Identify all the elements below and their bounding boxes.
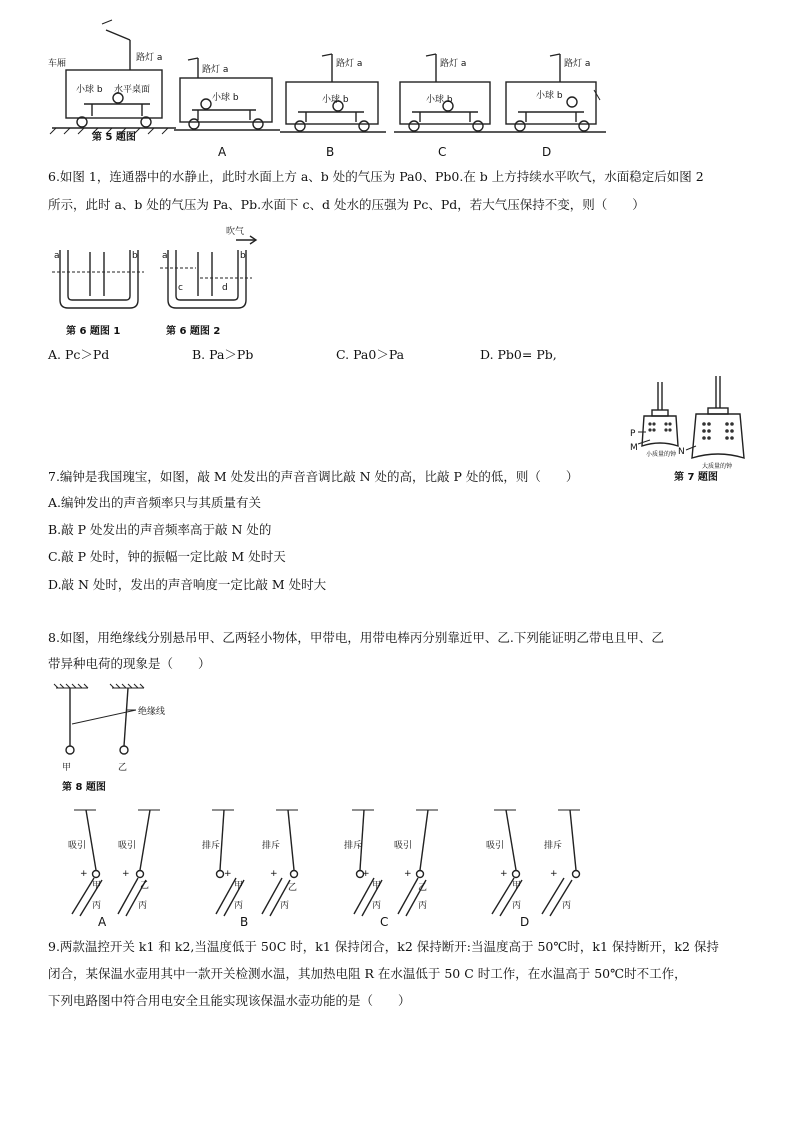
q5-d-letter: D	[542, 145, 552, 159]
q6-f2-c: c	[178, 283, 183, 293]
q8-d-plus-2: +	[550, 869, 558, 879]
q5-c-ball: 小球 b	[426, 95, 453, 105]
q6-option-a: A. Pc＞Pd	[48, 347, 110, 362]
q7-option-b: B.敲 P 处发出的声音频率高于敲 N 处的	[48, 522, 272, 537]
q8-options-figure	[52, 804, 612, 930]
q5-label-carriage: 车厢	[48, 59, 67, 69]
q8-c-bing-2: 丙	[418, 901, 428, 911]
q7-small-bell	[630, 382, 678, 458]
q8-option-a	[68, 810, 160, 929]
q5-b-ball: 小球 b	[322, 95, 349, 105]
q7-option-a: A.编钟发出的声音频率只与其质量有关	[48, 495, 262, 510]
q6-f1-b: b	[132, 251, 138, 261]
q6-f2-d: d	[222, 283, 228, 293]
q8-c-repel: 排斥	[344, 841, 363, 851]
q9-line1: 9.两款温控开关 k1 和 k2,当温度低于 50C 时，k1 保持闭合，k2 保持断开:当温度高于 50℃时，k1 保持断开，k2 保持	[48, 939, 719, 954]
q8-b-plus-1: +	[224, 869, 232, 879]
q6-stem-line2: 所示，此时 a、b 处的气压为 Pa、Pb.水面下 c、d 处水的压强为 Pc、Pd，若大气压保持不变，则（ ）	[48, 197, 645, 212]
q5-option-a	[174, 58, 280, 159]
q8-b-repel-2: 排斥	[262, 841, 281, 851]
q5-option-c	[394, 54, 500, 159]
q8-b-bing-1: 丙	[234, 901, 244, 911]
q8-a-yi: 乙	[140, 881, 150, 891]
q5-a-letter: A	[218, 145, 227, 159]
q5-caption: 第 5 题图	[92, 132, 136, 143]
q8-c-jia: 甲	[372, 881, 382, 891]
q5-c-letter: C	[438, 145, 447, 159]
q8-d-bing-2: 丙	[562, 901, 572, 911]
q8-b-jia: 甲	[234, 881, 244, 891]
q9-line2: 闭合，某保温水壶用其中一款开关检测水温，其加热电阻 R 在水温低于 50 C 时工作，在水温高于 50℃时不工作，	[48, 966, 687, 981]
q7-label-n: N	[678, 447, 685, 457]
q7-label-p: P	[630, 429, 636, 439]
q8-d-jia: 甲	[512, 881, 522, 891]
q9-line3: 下列电路图中符合用电安全且能实现该保温水壶功能的是（ ）	[48, 993, 411, 1008]
q8-caption: 第 8 题图	[62, 782, 106, 793]
q8-a-jia: 甲	[92, 881, 102, 891]
q8-option-b	[202, 810, 298, 929]
q8-c-attract: 吸引	[394, 841, 413, 851]
q5-figure	[0, 0, 794, 160]
q5-d-lamp: 路灯 a	[564, 59, 591, 69]
q8-a-attract-2: 吸引	[118, 841, 137, 851]
q8-label-thread: 绝缘线	[138, 707, 166, 717]
q6-option-c: C. Pa0＞Pa	[336, 347, 405, 362]
q5-label-table: 水平桌面	[114, 85, 151, 95]
q7-label-m: M	[630, 443, 638, 453]
q6-figure	[48, 222, 308, 342]
q6-f2-a: a	[162, 251, 168, 261]
q8-c-plus-2: +	[404, 869, 412, 879]
q5-b-letter: B	[326, 145, 335, 159]
q5-a-lamp: 路灯 a	[202, 65, 229, 75]
q8-a-letter: A	[98, 915, 107, 929]
q8-a-plus-2: +	[122, 869, 130, 879]
q6-f2-blow: 吹气	[226, 227, 245, 237]
q6-caption2: 第 6 题图 2	[166, 326, 221, 337]
q5-reference-cart	[48, 20, 176, 143]
q6-f2-b: b	[240, 251, 246, 261]
q5-d-ball: 小球 b	[536, 91, 563, 101]
q8-d-letter: D	[520, 915, 530, 929]
q8-b-bing-2: 丙	[280, 901, 290, 911]
q8-d-repel: 排斥	[544, 841, 563, 851]
q7-label-small: 小质量的钟	[646, 451, 677, 458]
q7-label-large: 大质量的钟	[702, 463, 733, 470]
q5-option-b	[280, 54, 386, 159]
q8-b-yi: 乙	[288, 883, 298, 893]
q8-b-repel-1: 排斥	[202, 841, 221, 851]
q5-c-lamp: 路灯 a	[440, 59, 467, 69]
q8-label-yi: 乙	[118, 763, 128, 773]
q7-figure	[630, 374, 760, 482]
q6-f1-a: a	[54, 251, 60, 261]
q5-label-ball: 小球 b	[76, 85, 103, 95]
q8-stem-line2: 带异种电荷的现象是（ ）	[48, 656, 211, 671]
q6-option-b: B. Pa＞Pb	[192, 347, 254, 362]
q8-d-bing-1: 丙	[512, 901, 522, 911]
q8-label-jia: 甲	[62, 763, 72, 773]
q8-stem-line1: 8.如图，用绝缘线分别悬吊甲、乙两轻小物体，甲带电，用带电棒丙分别靠近甲、乙.下列能证明乙带电且甲、乙	[48, 630, 664, 645]
q8-c-plus-1: +	[362, 869, 370, 879]
q8-b-letter: B	[240, 915, 249, 929]
q6-option-d: D. Pb0= Pb,	[480, 347, 557, 362]
q8-b-plus-2: +	[270, 869, 278, 879]
q7-caption: 第 7 题图	[674, 472, 718, 483]
q8-option-d	[486, 810, 580, 929]
q5-option-d	[500, 54, 606, 159]
q6-caption1: 第 6 题图 1	[66, 326, 121, 337]
q8-a-attract-1: 吸引	[68, 841, 87, 851]
q8-c-letter: C	[380, 915, 389, 929]
q6-figure-2	[160, 225, 256, 337]
q7-option-c: C.敲 P 处时，钟的振幅一定比敲 M 处时天	[48, 549, 286, 564]
q6-stem-line1: 6.如图 1，连通器中的水静止，此时水面上方 a、b 处的气压为 Pa0、Pb0.在 b 上方持续水平吹气，水面稳定后如图 2	[48, 169, 704, 184]
q8-d-attract: 吸引	[486, 841, 505, 851]
q8-a-bing-2: 丙	[138, 901, 148, 911]
q8-c-bing-1: 丙	[372, 901, 382, 911]
q7-stem: 7.编钟是我国瑰宝，如图，敲 M 处发出的声音音调比敲 N 处的高，比敲 P 处的低，则（ ）	[48, 469, 579, 484]
q8-d-plus-1: +	[500, 869, 508, 879]
q5-b-lamp: 路灯 a	[336, 59, 363, 69]
q8-a-bing-1: 丙	[92, 901, 102, 911]
q8-c-yi: 乙	[418, 883, 428, 893]
q7-large-bell	[678, 376, 744, 470]
q8-a-plus-1: +	[80, 869, 88, 879]
q8-option-c	[344, 810, 438, 929]
q8-figure	[52, 684, 202, 796]
q5-label-lamp: 路灯 a	[136, 53, 163, 63]
q7-option-d: D.敲 N 处时，发出的声音响度一定比敲 M 处时大	[48, 577, 327, 592]
q6-figure-1	[52, 250, 144, 337]
q5-a-ball: 小球 b	[212, 93, 239, 103]
